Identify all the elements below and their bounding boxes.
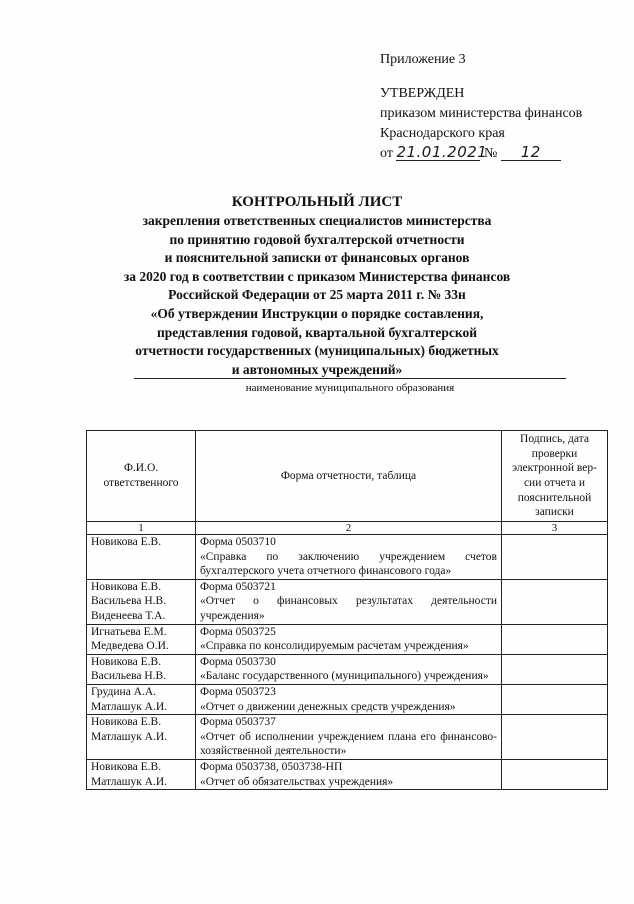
municipality-caption: наименование муниципального образования <box>245 382 455 394</box>
document-title <box>60 192 574 379</box>
order-date-line <box>380 144 582 164</box>
control-sheet-table <box>86 430 608 790</box>
responsible-name: Новикова Е.В. <box>91 760 162 773</box>
title-line: отчетности государственных (муниципальных) бюджетных <box>135 343 499 359</box>
municipality-blank-line <box>134 378 566 379</box>
title-line: по принятию годовой бухгалтерской отчетности <box>169 231 465 247</box>
responsible-name: Васильева Н.В. <box>91 595 167 608</box>
approved-label: УТВЕРЖДЕН <box>380 86 465 101</box>
form-cell <box>196 624 502 654</box>
handwritten-date: 21.01.2021 <box>396 143 488 161</box>
column-number: 1 <box>87 522 196 535</box>
title-heading: КОНТРОЛЬНЫЙ ЛИСТ <box>231 194 403 210</box>
form-number: Форма 0503737 <box>200 716 276 729</box>
form-cell <box>196 654 502 684</box>
responsible-cell <box>87 654 196 684</box>
responsible-name: Новикова Е.В. <box>91 536 162 548</box>
responsible-name: Матлашук А.И. <box>91 775 168 788</box>
responsible-name: Виденеева Т.А. <box>91 609 166 622</box>
handwritten-number: 12 <box>501 144 561 161</box>
header-responsible: Ф.И.О. ответственного <box>87 431 196 522</box>
responsible-name: Васильева Н.В. <box>91 670 167 683</box>
form-description: «Баланс государственного (муниципального) учреждения» <box>200 670 489 683</box>
title-line: за 2020 год в соответствии с приказом Министерства финансов <box>123 268 511 284</box>
form-number: Форма 0503738, 0503738-НП <box>200 760 343 773</box>
form-number: Форма 0503710 <box>200 536 276 548</box>
table-row <box>87 684 608 714</box>
table-row <box>87 654 608 684</box>
table-row <box>87 624 608 654</box>
header-form: Форма отчетности, таблица <box>196 431 502 522</box>
signature-cell <box>502 624 608 654</box>
signature-cell <box>502 715 608 760</box>
responsible-name: Матлашук А.И. <box>91 730 168 743</box>
title-subtitle <box>60 212 574 379</box>
form-description: «Отчет о финансовых результатах деятельности учреждения» <box>200 595 497 622</box>
responsible-cell <box>87 535 196 580</box>
responsible-name: Медведева О.И. <box>91 640 169 653</box>
table-row <box>87 535 608 580</box>
responsible-cell <box>87 579 196 624</box>
form-description: «Справка по консолидируемым расчетам учреждения» <box>200 640 469 653</box>
form-number: Форма 0503721 <box>200 580 276 593</box>
form-cell <box>196 715 502 760</box>
signature-cell <box>502 654 608 684</box>
order-line-2: Краснодарского края <box>380 126 505 141</box>
title-line: представления годовой, квартальной бухгалтерской <box>156 324 478 340</box>
signature-cell <box>502 684 608 714</box>
form-description: «Справка по заключению учреждением счетов бухгалтерского учета отчетного финансового года» <box>200 550 497 578</box>
responsible-cell <box>87 624 196 654</box>
signature-cell <box>502 579 608 624</box>
form-number: Форма 0503723 <box>200 685 276 698</box>
responsible-cell <box>87 759 196 789</box>
header-signature: Подпись, дата проверки электронной вер- сии отчета и пояснительной записки <box>502 431 608 522</box>
signature-cell <box>502 535 608 580</box>
responsible-name: Новикова Е.В. <box>91 655 162 668</box>
signature-cell <box>502 759 608 789</box>
column-number: 2 <box>196 522 502 535</box>
form-cell <box>196 535 502 580</box>
title-line: закрепления ответственных специалистов министерства <box>142 213 492 228</box>
title-line: «Об утверждении Инструкции о порядке составления, <box>150 305 484 321</box>
form-description: «Отчет об обязательствах учреждения» <box>200 775 394 788</box>
title-line: и пояснительной записки от финансовых органов <box>164 250 470 266</box>
responsible-name: Грудина А.А. <box>91 685 157 698</box>
responsible-cell <box>87 715 196 760</box>
number-prefix: № <box>483 146 498 161</box>
form-number: Форма 0503725 <box>200 625 276 638</box>
appendix-label: Приложение 3 <box>380 52 466 67</box>
responsible-cell <box>87 684 196 714</box>
order-line-1: приказом министерства финансов <box>380 106 583 121</box>
form-cell <box>196 759 502 789</box>
title-line: Российской Федерации от 25 марта 2011 г. № 33н <box>168 287 466 303</box>
table-row <box>87 759 608 789</box>
form-description: «Отчет о движении денежных средств учреждения» <box>200 700 456 713</box>
form-description: «Отчет об исполнении учреждением плана его финансово-хозяйственной деятельности» <box>200 730 497 758</box>
responsible-name: Новикова Е.В. <box>91 580 162 593</box>
approval-block <box>380 50 582 164</box>
responsible-name: Матлашук А.И. <box>91 700 168 713</box>
date-prefix: от <box>380 146 393 161</box>
title-line: и автономных учреждений» <box>231 361 403 377</box>
form-cell <box>196 579 502 624</box>
form-cell <box>196 684 502 714</box>
table-row <box>87 715 608 760</box>
table-row <box>87 579 608 624</box>
responsible-name: Игнатьева Е.М. <box>91 625 167 638</box>
responsible-name: Новикова Е.В. <box>91 716 162 729</box>
column-number: 3 <box>502 522 608 535</box>
form-number: Форма 0503730 <box>200 655 276 668</box>
